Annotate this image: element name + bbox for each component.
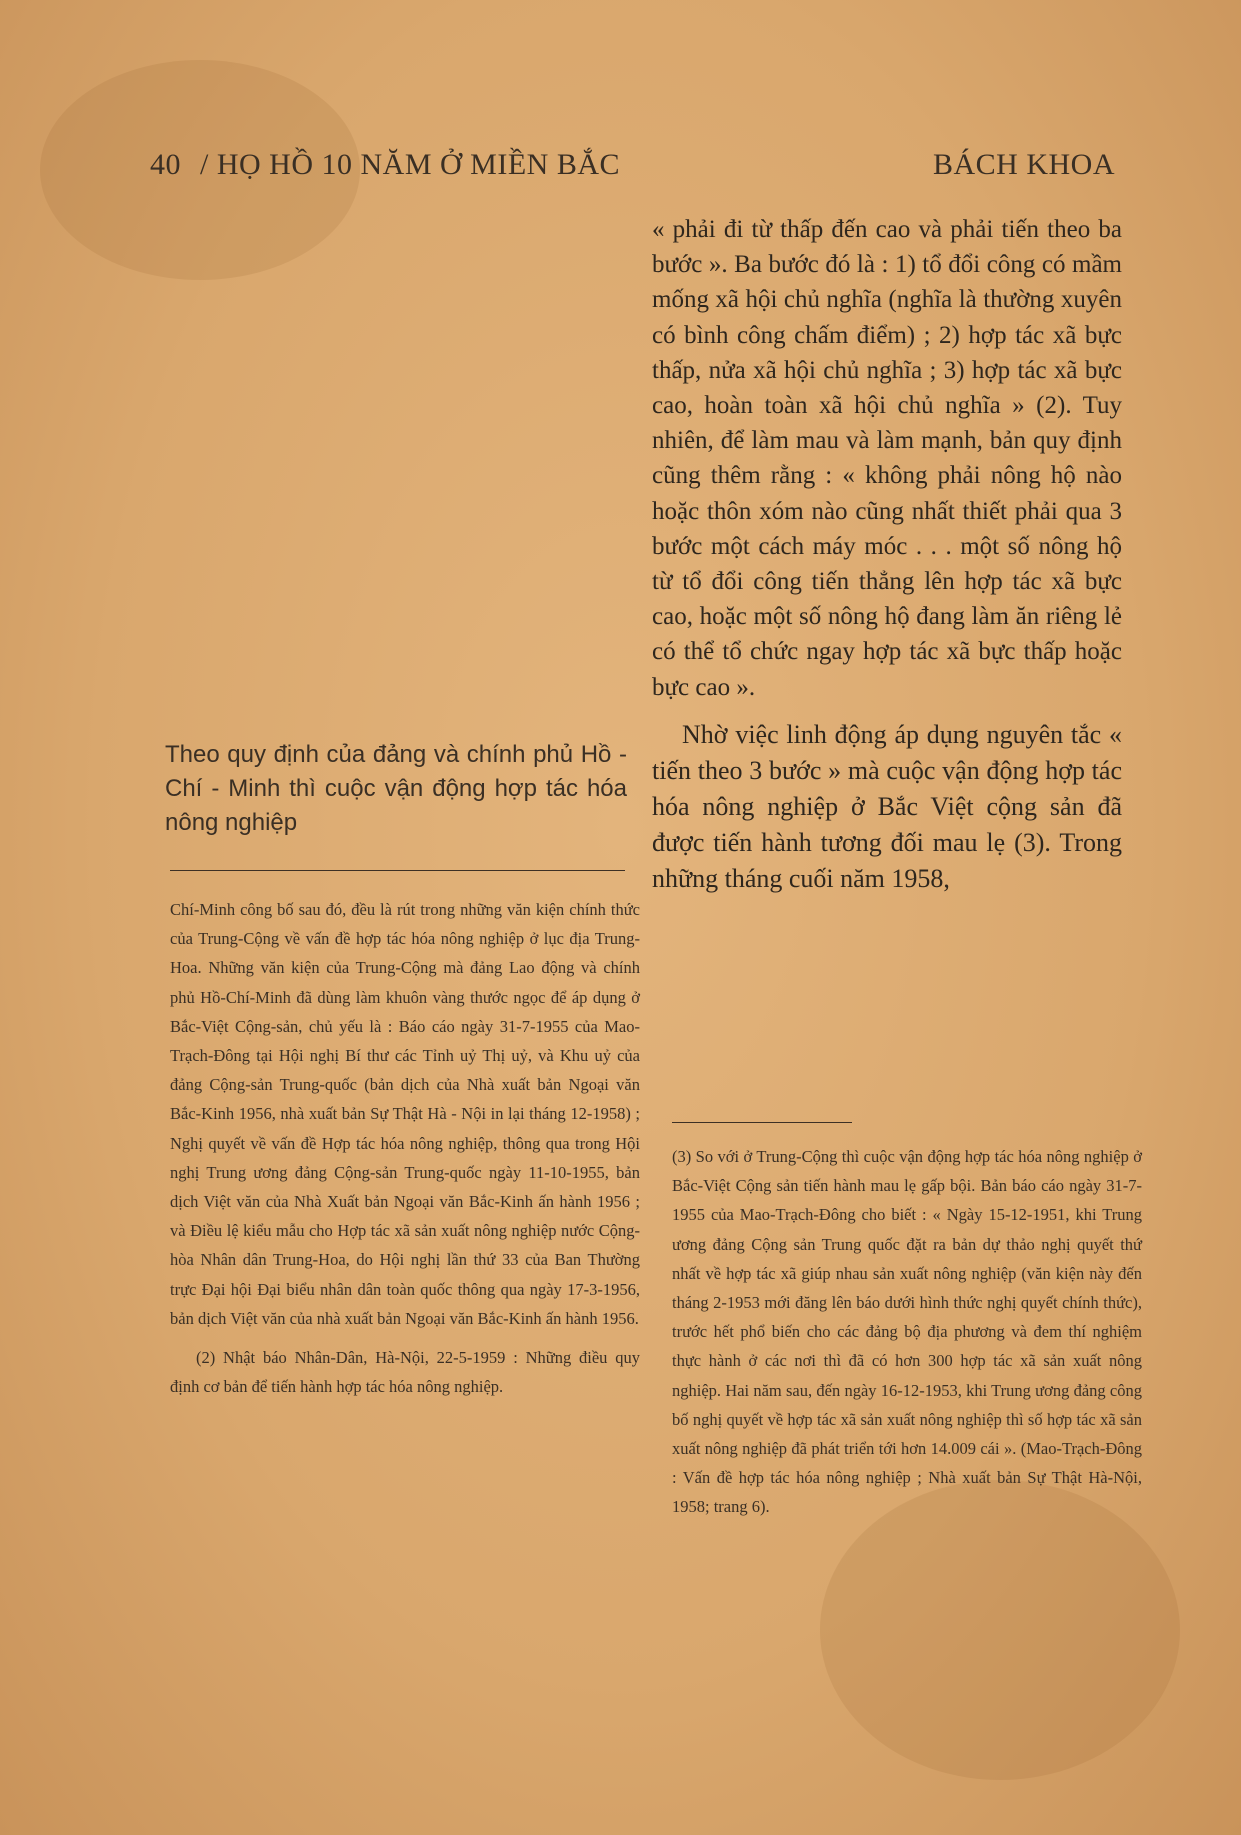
footnote: Chí-Minh công bố sau đó, đều là rút trong những văn kiện chính thức của Trung-Cộng về vấn đề hợp tác hóa nông nghiệp ở lục địa Trung-Hoa. Những văn kiện của Trung-Cộng mà đảng Lao động và chính phủ Hồ-Chí-Minh đã dùng làm khuôn vàng thước ngọc để áp dụng ở Bắc-Việt Cộng-sản, chủ yếu là : Báo cáo ngày 31-7-1955 của Mao-Trạch-Đông tại Hội nghị Bí thư các Tỉnh uỷ Thị uỷ, và Khu uỷ của đảng Cộng-sản Trung-quốc (bản dịch của Nhà xuất bản Ngoại văn Bắc-Kinh 1956, nhà xuất bản Sự Thật Hà - Nội in lại tháng 12-1958) ; Nghị quyết về vấn đề Hợp tác hóa nông nghiệp, thông qua trong Hội nghị Trung ương đảng Cộng-sản Trung-quốc ngày 11-10-1955, bản dịch Việt văn của Nhà Xuất bản Ngoại văn Bắc-Kinh ấn hành 1956 ; và Điều lệ kiểu mẫu cho Hợp tác xã sản xuất nông nghiệp nước Cộng-hòa Nhân dân Trung-Hoa, do Hội nghị lần thứ 33 của Ban Thường trực Đại hội Đại biểu nhân dân toàn quốc thông qua ngày 17-3-1956, bản dịch Việt văn của nhà xuất bản Ngoại văn Bắc-Kinh ấn hành 1956. — [170, 900, 640, 1328]
footnote: (3) So với ở Trung-Cộng thì cuộc vận động hợp tác hóa nông nghiệp ở Bắc-Việt Cộng sản tiến hành mau lẹ gấp bội. Bản báo cáo ngày 31-7-1955 của Mao-Trạch-Đông cho biết : « Ngày 15-12-1951, khi Trung ương đảng Cộng sản Trung quốc đặt ra bản dự thảo nghị quyết thứ nhất về hợp tác xã giúp nhau sản xuất nông nghiệp (văn kiện này đến tháng 2-1953 mới đăng lên báo dưới hình thức nghị quyết chính thức), trước hết phổ biến cho các đảng bộ địa phương và đem thí nghiệm thực hành ở các nơi thì đã có hơn 300 hợp tác xã sản xuất nông nghiệp. Hai năm sau, đến ngày 16-12-1953, khi Trung ương đảng công bố nghị quyết về hợp tác xã sản xuất nông nghiệp thì số hợp tác xã sản xuất nông nghiệp đã phát triển tới hơn 14.009 cái ». (Mao-Trạch-Đông : Vấn đề hợp tác hóa nông nghiệp ; Nhà xuất bản Sự Thật Hà-Nội, 1958; trang 6). — [672, 1147, 1142, 1517]
footnotes-right — [672, 1142, 1142, 1522]
footnote-divider — [672, 1122, 852, 1123]
divider — [170, 870, 625, 871]
footnotes-left — [170, 895, 640, 1401]
paper-stain — [820, 1480, 1180, 1780]
pull-quote: Theo quy định của đảng và chính phủ Hồ - Chí - Minh thì cuộc vận động hợp tác hóa nông nghiệp — [165, 741, 627, 836]
body-paragraph: Nhờ việc linh động áp dụng nguyên tắc « tiến theo 3 bước » mà cuộc vận động hợp tác hóa nông nghiệp ở Bắc Việt cộng sản đã được tiến hành tương đối mau lẹ (3). Trong những tháng cuối năm 1958, — [652, 719, 1122, 893]
magazine-name: BÁCH KHOA — [932, 148, 1115, 181]
right-column — [652, 212, 1122, 897]
body-paragraph: « phải đi từ thấp đến cao và phải tiến theo ba bước ». Ba bước đó là : 1) tổ đổi công có mầm mống xã hội chủ nghĩa (nghĩa là thường xuyên có bình công chấm điểm) ; 2) hợp tác xã bực thấp, nửa xã hội chủ nghĩa ; 3) hợp tác xã bực cao, hoàn toàn xã hội chủ nghĩa » (2). Tuy nhiên, để làm mau và làm mạnh, bản quy định cũng thêm rằng : « không phải nông hộ nào hoặc thôn xóm nào cũng nhất thiết phải qua 3 bước một cách máy móc . . . một số nông hộ từ tổ đổi công tiến thẳng lên hợp tác xã bực cao, hoặc một số nông hộ đang làm ăn riêng lẻ có thể tổ chức ngay hợp tác xã bực thấp hoặc bực cao ». — [652, 216, 1122, 701]
running-title: / HỌ HỒ 10 NĂM Ở MIỀN BẮC — [200, 148, 621, 181]
footnote: (2) Nhật báo Nhân-Dân, Hà-Nội, 22-5-1959 : Những điều quy định cơ bản để tiến hành hợp tác hóa nông nghiệp. — [170, 1348, 640, 1397]
page-number: 40 — [150, 148, 181, 181]
